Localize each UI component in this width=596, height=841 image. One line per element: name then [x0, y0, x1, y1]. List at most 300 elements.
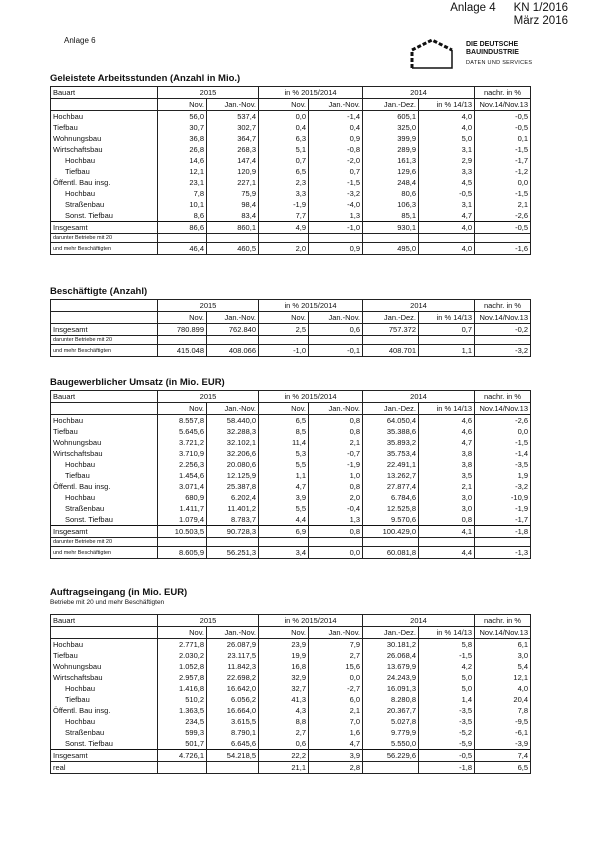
table-cell: 4,0 — [419, 243, 475, 255]
row-label: Hochbau — [51, 639, 158, 651]
table-cell: 2.030,2 — [158, 650, 207, 661]
table-cell: 4,2 — [419, 661, 475, 672]
table-cell: 147,4 — [207, 155, 259, 166]
table-cell: -6,1 — [475, 727, 531, 738]
table-row — [51, 650, 531, 661]
table-cell: 3.710,9 — [158, 448, 207, 459]
table-cell: 234,5 — [158, 716, 207, 727]
table-cell: -4,0 — [309, 199, 363, 210]
table-cell: 10,1 — [158, 199, 207, 210]
table-cell: -0,5 — [475, 122, 531, 133]
table-cell: -1,3 — [475, 547, 531, 559]
table-cell: 9.779,9 — [363, 727, 419, 738]
row-label: Insgesamt — [51, 324, 158, 336]
col-jan-nov: Jan.-Nov. — [207, 99, 259, 111]
sec4-subtitle: Betriebe mit 20 und mehr Beschäftigten — [50, 599, 165, 606]
col-nov14-13: Nov.14/Nov.13 — [475, 99, 531, 111]
row-label: Hochbau — [51, 111, 158, 123]
table-cell: -0,4 — [309, 503, 363, 514]
table-cell: 8.280,8 — [363, 694, 419, 705]
table-cell: -2,6 — [475, 210, 531, 222]
table-cell: 8,5 — [259, 426, 309, 437]
col-2014: 2014 — [363, 300, 475, 312]
table-cell: 7,8 — [475, 705, 531, 716]
sec3-rows — [51, 415, 531, 526]
table-cell: 6.645,6 — [207, 738, 259, 750]
col-jan-nov: Jan.-Nov. — [309, 627, 363, 639]
row-label: real — [51, 762, 158, 774]
table-row — [51, 199, 531, 210]
table-cell: 289,9 — [363, 144, 419, 155]
table-cell: -2,6 — [475, 415, 531, 427]
table-cell: -0,5 — [475, 111, 531, 123]
table-cell: -1,5 — [475, 144, 531, 155]
table-cell: 3,9 — [309, 750, 363, 762]
table-cell: 510,2 — [158, 694, 207, 705]
table-cell: 0,0 — [259, 111, 309, 123]
row-label: Tiefbau — [51, 122, 158, 133]
table-row-real — [51, 762, 531, 774]
table-cell: 7,7 — [259, 210, 309, 222]
table-cell: 1,4 — [419, 694, 475, 705]
table-cell: 3,3 — [419, 166, 475, 177]
table-cell: 408.701 — [363, 345, 419, 357]
table-cell: 20.367,7 — [363, 705, 419, 716]
col-2015: 2015 — [158, 300, 259, 312]
anlage-label: Anlage 4 — [450, 2, 496, 14]
table-cell: 6,1 — [475, 639, 531, 651]
table-cell: 5,0 — [419, 683, 475, 694]
table-cell: 35.388,6 — [363, 426, 419, 437]
table-cell: -0,5 — [475, 222, 531, 234]
table-cell: 4,7 — [419, 210, 475, 222]
table-cell: 35.753,4 — [363, 448, 419, 459]
table-cell: -10,9 — [475, 492, 531, 503]
table-cell: 41,3 — [259, 694, 309, 705]
table-cell: 408.066 — [207, 345, 259, 357]
table-cell: 3,5 — [419, 470, 475, 481]
table-cell: 762.840 — [207, 324, 259, 336]
row-label: Wirtschaftsbau — [51, 144, 158, 155]
table-cell: 302,7 — [207, 122, 259, 133]
table-cell: -3,5 — [475, 459, 531, 470]
col-nachr: nachr. in % — [475, 300, 531, 312]
table-cell: 21,1 — [259, 762, 309, 774]
row-label: Hochbau — [51, 415, 158, 427]
table-cell: -5,2 — [419, 727, 475, 738]
table-cell: 10.503,5 — [158, 526, 207, 538]
table-row-total — [51, 750, 531, 762]
table-cell: 2.256,3 — [158, 459, 207, 470]
table-cell: 13.679,9 — [363, 661, 419, 672]
sec4-table — [50, 614, 531, 774]
col-2015: 2015 — [158, 615, 259, 627]
table-cell: 3,8 — [419, 459, 475, 470]
table-row — [51, 503, 531, 514]
table-cell: 4,0 — [475, 683, 531, 694]
table-cell: -3,2 — [475, 345, 531, 357]
table-cell: 32.102,1 — [207, 437, 259, 448]
table-cell: 75,9 — [207, 188, 259, 199]
row-label: Hochbau — [51, 188, 158, 199]
table-cell: 3,8 — [419, 448, 475, 459]
table-cell: 64.050,4 — [363, 415, 419, 427]
table-cell: 0,9 — [309, 243, 363, 255]
table-cell: 3,9 — [259, 492, 309, 503]
row-label: Tiefbau — [51, 426, 158, 437]
table-cell: -0,2 — [475, 324, 531, 336]
row-label: Wohnungsbau — [51, 133, 158, 144]
col-nov14-13: Nov.14/Nov.13 — [475, 312, 531, 324]
table-cell: 227,1 — [207, 177, 259, 188]
table-cell: -1,0 — [309, 222, 363, 234]
row-label: Öffentl. Bau insg. — [51, 481, 158, 492]
table-cell: -1,8 — [475, 526, 531, 538]
table-cell: 6,5 — [259, 166, 309, 177]
table-cell: 16.664,0 — [207, 705, 259, 716]
table-cell: 4,3 — [259, 705, 309, 716]
table-cell: 2.957,8 — [158, 672, 207, 683]
row-label: Wirtschaftsbau — [51, 448, 158, 459]
table-cell: 85,1 — [363, 210, 419, 222]
table-cell: 5,4 — [475, 661, 531, 672]
row-label: Straßenbau — [51, 199, 158, 210]
table-cell: 4,6 — [419, 415, 475, 427]
extra-label: und mehr Beschäftigten — [51, 243, 158, 255]
table-cell: 90.728,3 — [207, 526, 259, 538]
table-cell: 2.771,8 — [158, 639, 207, 651]
table-cell: -3,2 — [475, 481, 531, 492]
table-cell: 58.440,0 — [207, 415, 259, 427]
table-cell: 5.550,0 — [363, 738, 419, 750]
table-row — [51, 210, 531, 222]
table-cell: 599,3 — [158, 727, 207, 738]
table-cell: 20,4 — [475, 694, 531, 705]
table-cell: 30.181,2 — [363, 639, 419, 651]
row-label: Tiefbau — [51, 470, 158, 481]
table-cell: 80,6 — [363, 188, 419, 199]
table-row-extra — [51, 243, 531, 255]
col-jan-nov: Jan.-Nov. — [309, 403, 363, 415]
table-cell: -3,2 — [309, 188, 363, 199]
table-cell: 6.056,2 — [207, 694, 259, 705]
table-cell: -1,0 — [259, 345, 309, 357]
table-cell: 5,0 — [419, 672, 475, 683]
table-cell: 8.790,1 — [207, 727, 259, 738]
table-row — [51, 415, 531, 427]
table-cell: 460,5 — [207, 243, 259, 255]
table-cell: 12,1 — [158, 166, 207, 177]
house-logo-icon — [404, 36, 464, 72]
table-cell: -0,7 — [309, 448, 363, 459]
table-cell: 8.557,8 — [158, 415, 207, 427]
col-pct1413: in % 14/13 — [419, 312, 475, 324]
table-cell: 5,5 — [259, 503, 309, 514]
extra-label: und mehr Beschäftigten — [51, 345, 158, 357]
table-cell — [363, 762, 419, 774]
table-cell: -2,0 — [309, 155, 363, 166]
table-cell: 6,5 — [475, 762, 531, 774]
table-cell: 26.068,4 — [363, 650, 419, 661]
table-cell: 9.570,6 — [363, 514, 419, 526]
sec4-rows — [51, 639, 531, 750]
table-cell: 6.784,6 — [363, 492, 419, 503]
col-jan-dez: Jan.-Dez. — [363, 403, 419, 415]
table-cell: 2,8 — [309, 762, 363, 774]
table-row — [51, 481, 531, 492]
table-row-extra-label — [51, 538, 531, 547]
table-cell: 1,1 — [419, 345, 475, 357]
table-cell: -1,4 — [309, 111, 363, 123]
sec1-rows — [51, 111, 531, 222]
table-cell: 5.645,6 — [158, 426, 207, 437]
sec1-title: Geleistete Arbeitsstunden (Anzahl in Mio.) — [50, 73, 241, 84]
col-jan-nov: Jan.-Nov. — [207, 403, 259, 415]
row-label: Straßenbau — [51, 503, 158, 514]
table-cell: 1.363,5 — [158, 705, 207, 716]
col-pct: in % 2015/2014 — [259, 300, 363, 312]
table-cell: -0,5 — [419, 188, 475, 199]
row-label: Hochbau — [51, 683, 158, 694]
table-cell: 6.202,4 — [207, 492, 259, 503]
table-cell: 120,9 — [207, 166, 259, 177]
table-row — [51, 426, 531, 437]
table-cell: 4,4 — [419, 547, 475, 559]
table-cell: 0,0 — [475, 426, 531, 437]
table-cell: 2,5 — [259, 324, 309, 336]
col-2015: 2015 — [158, 87, 259, 99]
table-header-row — [51, 87, 531, 99]
row-label: Insgesamt — [51, 750, 158, 762]
table-cell: 537,4 — [207, 111, 259, 123]
table-cell: 30,7 — [158, 122, 207, 133]
table-cell: 11.842,3 — [207, 661, 259, 672]
table-cell: 22.491,1 — [363, 459, 419, 470]
table-cell: -1,6 — [475, 243, 531, 255]
table-cell: 3,0 — [475, 650, 531, 661]
table-cell — [207, 762, 259, 774]
table-cell: -5,9 — [419, 738, 475, 750]
table-cell: 27.877,4 — [363, 481, 419, 492]
table-cell: 23,9 — [259, 639, 309, 651]
table-cell: 46,4 — [158, 243, 207, 255]
table-cell: 5,3 — [259, 448, 309, 459]
table-cell: 7,0 — [309, 716, 363, 727]
col-2014: 2014 — [363, 391, 475, 403]
table-cell: 4,9 — [259, 222, 309, 234]
table-cell: 7,9 — [309, 639, 363, 651]
table-header-row — [51, 615, 531, 627]
table-row — [51, 705, 531, 716]
kn-label: KN 1/2016 — [513, 2, 568, 14]
table-cell: 930,1 — [363, 222, 419, 234]
table-cell: -0,1 — [309, 345, 363, 357]
table-cell: 2,7 — [309, 650, 363, 661]
extra-label: darunter Betriebe mit 20 — [51, 336, 158, 345]
table-row — [51, 683, 531, 694]
sec4-title: Auftragseingang (in Mio. EUR) — [50, 587, 188, 598]
table-cell: 5,0 — [419, 133, 475, 144]
table-cell: 4,7 — [309, 738, 363, 750]
table-cell: 0,6 — [259, 738, 309, 750]
col-jan-nov: Jan.-Nov. — [207, 312, 259, 324]
table-row — [51, 437, 531, 448]
table-cell: -3,5 — [419, 716, 475, 727]
table-cell: -3,5 — [419, 705, 475, 716]
table-cell: 4,1 — [419, 526, 475, 538]
row-label: Wohnungsbau — [51, 437, 158, 448]
row-label: Wohnungsbau — [51, 661, 158, 672]
col-jan-nov: Jan.-Nov. — [207, 627, 259, 639]
table-cell: 3,0 — [419, 492, 475, 503]
extra-label: darunter Betriebe mit 20 — [51, 538, 158, 547]
table-cell: 495,0 — [363, 243, 419, 255]
col-jan-nov: Jan.-Nov. — [309, 99, 363, 111]
table-cell: 56,0 — [158, 111, 207, 123]
table-row — [51, 514, 531, 526]
table-cell: 7,4 — [475, 750, 531, 762]
table-cell: 501,7 — [158, 738, 207, 750]
table-cell: -1,9 — [309, 459, 363, 470]
table-cell: 83,4 — [207, 210, 259, 222]
table-cell: 6,9 — [259, 526, 309, 538]
col-nachr: nachr. in % — [475, 87, 531, 99]
table-cell: 26.087,9 — [207, 639, 259, 651]
table-row — [51, 672, 531, 683]
col-nov: Nov. — [158, 312, 207, 324]
row-label: Tiefbau — [51, 166, 158, 177]
table-cell: 4,7 — [419, 437, 475, 448]
table-cell: 2,9 — [419, 155, 475, 166]
table-cell: 4,7 — [259, 481, 309, 492]
table-cell: 56.251,3 — [207, 547, 259, 559]
col-nov: Nov. — [158, 99, 207, 111]
table-cell: 2,7 — [259, 727, 309, 738]
table-row-total — [51, 324, 531, 336]
col-pct: in % 2015/2014 — [259, 87, 363, 99]
table-cell: 0,4 — [259, 122, 309, 133]
table-row — [51, 694, 531, 705]
col-pct: in % 2015/2014 — [259, 615, 363, 627]
logo-line1: DIE DEUTSCHE — [466, 41, 519, 48]
table-row — [51, 155, 531, 166]
table-cell: 1,3 — [309, 514, 363, 526]
sec3-title: Baugewerblicher Umsatz (in Mio. EUR) — [50, 377, 225, 388]
col-2015: 2015 — [158, 391, 259, 403]
table-cell: 4,4 — [259, 514, 309, 526]
table-cell: 325,0 — [363, 122, 419, 133]
table-cell: 3,4 — [259, 547, 309, 559]
table-cell: 8,8 — [259, 716, 309, 727]
table-cell: 14,6 — [158, 155, 207, 166]
table-row — [51, 738, 531, 750]
table-cell: 860,1 — [207, 222, 259, 234]
table-cell: 757.372 — [363, 324, 419, 336]
table-cell: 1.416,8 — [158, 683, 207, 694]
row-label: Straßenbau — [51, 727, 158, 738]
table-cell: 129,6 — [363, 166, 419, 177]
table-cell: 5,1 — [259, 144, 309, 155]
col-nov: Nov. — [259, 99, 309, 111]
table-cell: 7,8 — [158, 188, 207, 199]
row-label: Insgesamt — [51, 222, 158, 234]
row-label: Hochbau — [51, 155, 158, 166]
table-row — [51, 133, 531, 144]
table-cell: 12,1 — [475, 672, 531, 683]
table-cell: 3.615,5 — [207, 716, 259, 727]
col-jan-dez: Jan.-Dez. — [363, 627, 419, 639]
table-cell: 23.117,5 — [207, 650, 259, 661]
table-subheader-row — [51, 99, 531, 111]
col-bauart: Bauart — [51, 615, 158, 627]
table-cell: 12.525,8 — [363, 503, 419, 514]
row-label: Tiefbau — [51, 650, 158, 661]
table-row — [51, 639, 531, 651]
logo-line2: BAUINDUSTRIE — [466, 48, 519, 56]
table-cell: 2,1 — [475, 199, 531, 210]
table-cell: 22.698,2 — [207, 672, 259, 683]
table-cell: 16,8 — [259, 661, 309, 672]
table-cell: 1,0 — [309, 470, 363, 481]
table-cell: -1,5 — [419, 650, 475, 661]
col-2014: 2014 — [363, 87, 475, 99]
table-cell: 8.783,7 — [207, 514, 259, 526]
table-cell: 35.893,2 — [363, 437, 419, 448]
table-cell: 26,8 — [158, 144, 207, 155]
logo-line3: DATEN UND SERVICES — [466, 60, 533, 66]
extra-label: und mehr Beschäftigten — [51, 547, 158, 559]
table-row-total — [51, 222, 531, 234]
table-row — [51, 166, 531, 177]
table-cell: 6,5 — [259, 415, 309, 427]
table-cell: 3.071,4 — [158, 481, 207, 492]
table-cell: 3.721,2 — [158, 437, 207, 448]
col-pct1413: in % 14/13 — [419, 627, 475, 639]
bauindustrie-logo — [404, 36, 534, 72]
sec1-table — [50, 86, 531, 255]
table-cell: 4,6 — [419, 426, 475, 437]
row-label: Insgesamt — [51, 526, 158, 538]
table-cell: 4.726,1 — [158, 750, 207, 762]
table-cell: 106,3 — [363, 199, 419, 210]
table-cell: 2,0 — [259, 243, 309, 255]
table-header-row — [51, 300, 531, 312]
table-row-extra-label — [51, 336, 531, 345]
table-cell: -1,7 — [475, 155, 531, 166]
sec2-table — [50, 299, 531, 357]
table-cell: 399,9 — [363, 133, 419, 144]
table-cell: -1,7 — [475, 514, 531, 526]
table-cell: 780.899 — [158, 324, 207, 336]
table-cell: -1,8 — [419, 762, 475, 774]
table-cell: 268,3 — [207, 144, 259, 155]
table-cell: 24.243,9 — [363, 672, 419, 683]
col-pct1413: in % 14/13 — [419, 403, 475, 415]
table-subheader-row — [51, 403, 531, 415]
table-cell: 5.027,8 — [363, 716, 419, 727]
col-nov: Nov. — [259, 403, 309, 415]
table-cell: 4,0 — [419, 222, 475, 234]
table-cell: 60.081,8 — [363, 547, 419, 559]
table-subheader-row — [51, 312, 531, 324]
col-nov: Nov. — [158, 627, 207, 639]
table-cell: 20.080,6 — [207, 459, 259, 470]
col-nachr: nachr. in % — [475, 615, 531, 627]
table-cell: 3,0 — [419, 503, 475, 514]
row-label: Hochbau — [51, 459, 158, 470]
table-cell: -0,8 — [309, 144, 363, 155]
table-cell: 6,3 — [259, 133, 309, 144]
